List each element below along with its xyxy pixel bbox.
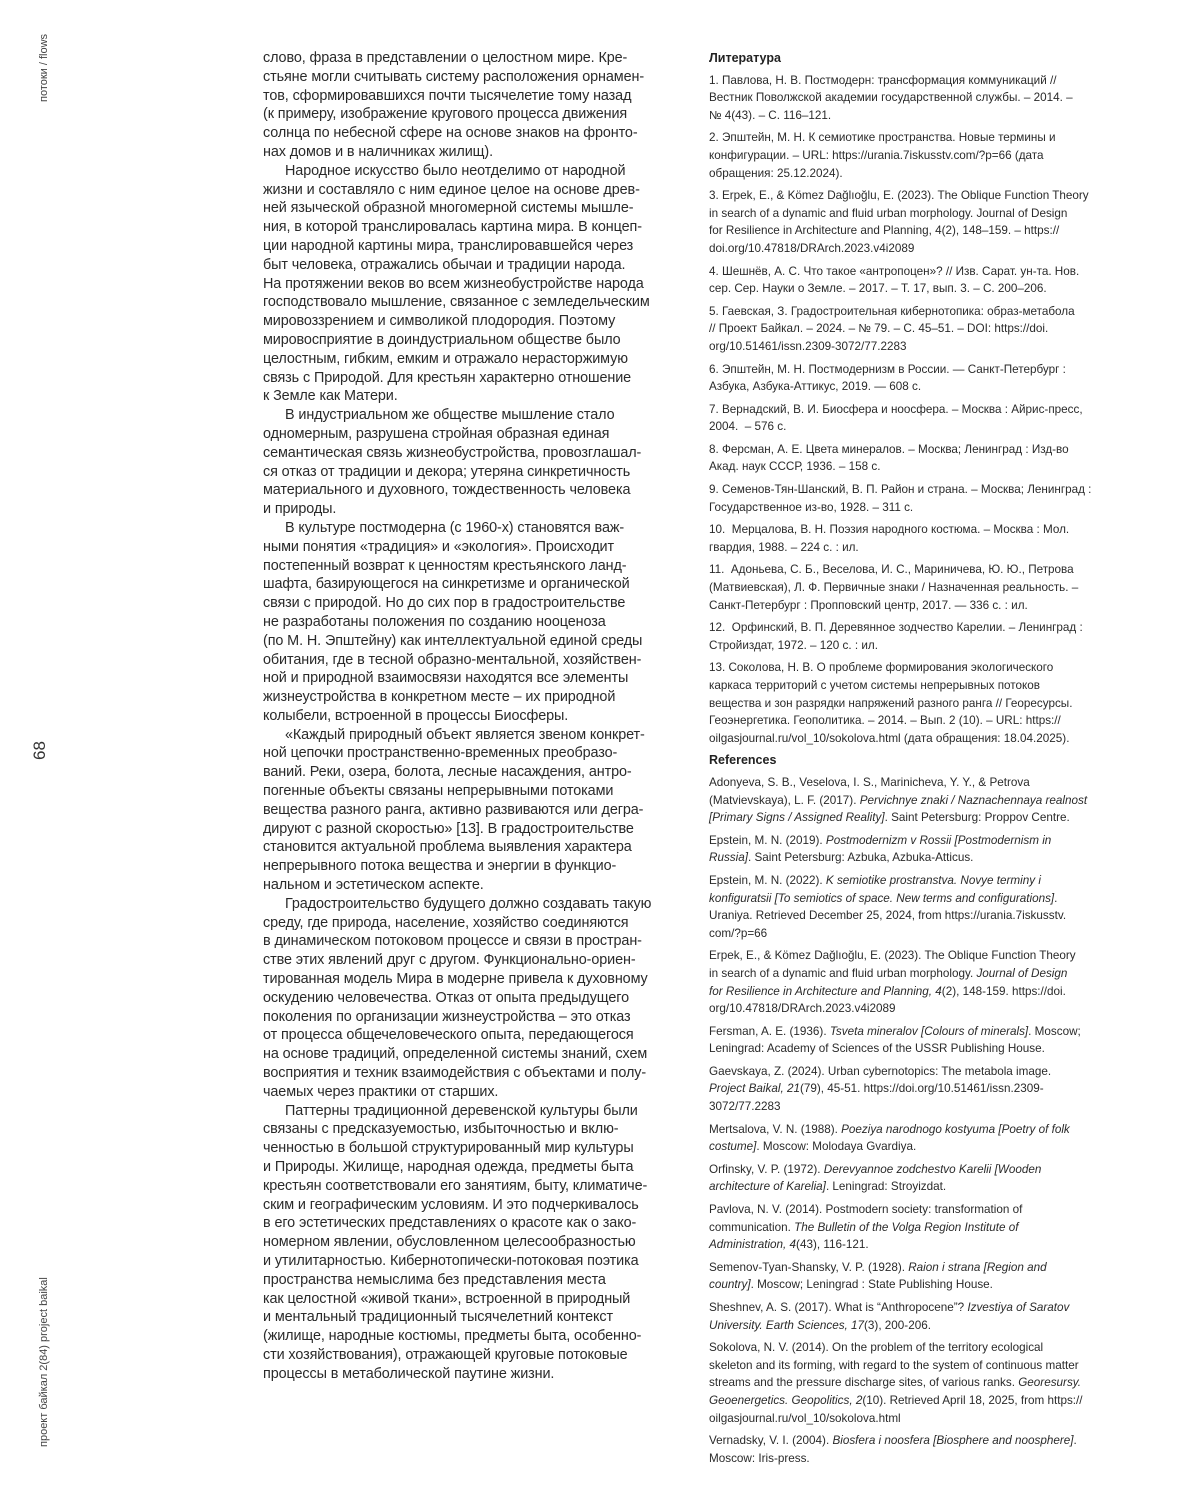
literature-item: 1. Павлова, Н. В. Постмодерн: трансформация коммуникаций // Вестник Поволжской академии государственной службы. – 2014. – № 4(43). – С. 116–121. <box>709 72 1134 125</box>
reference-text: . Moscow: Molodaya Gvardiya. <box>756 1140 916 1153</box>
reference-text: Orfinsky, V. P. (1972). <box>709 1163 824 1176</box>
literature-item: 7. Вернадский, В. И. Биосфера и ноосфера. – Москва : Айрис-пресс, 2004. – 576 с. <box>709 401 1134 436</box>
reference-italic-title: Postmodernizm v Rossii [Postmodernism in Russia] <box>709 834 1051 865</box>
literature-item: 8. Ферсман, А. Е. Цвета минералов. – Москва; Ленинград : Изд-во Акад. наук СССР, 1936. – 158 с. <box>709 441 1134 476</box>
reference-item <box>709 774 1134 827</box>
reference-item <box>709 1063 1134 1116</box>
literature-item: 5. Гаевская, З. Градостроительная кибернотопика: образ-метабола // Проект Байкал. – 2024. – № 79. – С. 45–51. – DOI: https://doi. org/10.51461/issn.2309-3072/77.2283 <box>709 303 1134 356</box>
reference-item <box>709 1299 1134 1334</box>
reference-text: Epstein, M. N. (2019). <box>709 834 826 847</box>
reference-italic-title: The Bulletin of the Volga Region Institute of Administration, 4 <box>709 1221 1018 1252</box>
reference-text: Sokolova, N. V. (2014). On the problem of the territory ecological skeleton and its forming, with regard to the system of continuous matter streams and the pressure discharge sites, of various ranks. <box>709 1341 1079 1389</box>
reference-item <box>709 832 1134 867</box>
reference-item <box>709 1201 1134 1254</box>
references-list <box>709 774 1134 1467</box>
reference-text: . Saint Petersburg: Azbuka, Azbuka-Atticus. <box>748 851 973 864</box>
reference-text: (79), 45-51. https://doi.org/10.51461/issn.2309- 3072/77.2283 <box>709 1082 1044 1113</box>
reference-text: (43), 116-121. <box>796 1238 869 1251</box>
body-paragraph: Градостроительство будущего должно создавать такую среду, где природа, население, хозяйство соединяются в динамическом потоковом процессе и связи в простран- стве этих явлений друг с другом. Функционально-ориен- тированная модель Мира в модерне привела к духовному оскудению человечества. Отказ от опыта предыдущего поколения по организации жизнеустройства – это отказ от процесса общечеловеческого опыта, передающегося на основе традиций, определенной системы знаний, схем восприятия и техник взаимодействия с объектами и полу- чаемых через практики от старших. <box>263 895 688 1102</box>
reference-text: (3), 200-206. <box>864 1319 931 1332</box>
reference-text: Mertsalova, V. N. (1988). <box>709 1123 841 1136</box>
reference-text: . Leningrad: Stroyizdat. <box>826 1180 946 1193</box>
reference-italic-title: Izvestiya of Saratov University. Earth Sciences, 17 <box>709 1301 1069 1332</box>
literature-item: 4. Шешнёв, А. С. Что такое «антропоцен»? // Изв. Сарат. ун-та. Нов. сер. Сер. Науки о Земле. – 2017. – Т. 17, вып. 3. – С. 200–206. <box>709 263 1134 298</box>
reference-text: . Moscow; Leningrad: Academy of Sciences of the USSR Publishing House. <box>709 1025 1081 1056</box>
reference-item <box>709 872 1134 942</box>
reference-text: Pavlova, N. V. (2014). Postmodern society: transformation of communication. <box>709 1203 1022 1234</box>
reference-item <box>709 1339 1134 1427</box>
reference-text: Erpek, E., & Kömez Dağlıoğlu, E. (2023). The Oblique Function Theory in search of a dynamic and fluid urban morphology. <box>709 949 1076 980</box>
literature-item: 3. Erpek, E., & Kömez Dağlıoğlu, E. (2023). The Oblique Function Theory in search of a dynamic and fluid urban morphology. Journal of Design for Resilience in Architecture and Planning, 4(2), 148–159. – https:// doi.org/10.47818/DRArch.2023.v4i2089 <box>709 187 1134 257</box>
reference-text: . Moscow; Leningrad : State Publishing House. <box>751 1278 993 1291</box>
reference-text: Sheshnev, A. S. (2017). What is “Anthropocene”? <box>709 1301 967 1314</box>
reference-item <box>709 1432 1134 1467</box>
bibliography-column <box>709 50 1134 1472</box>
reference-text: (10). Retrieved April 18, 2025, from https:// oilgasjournal.ru/vol_10/sokolova.html <box>709 1394 1083 1425</box>
reference-italic-title: Poeziya narodnogo kostyuma [Poetry of folk costume] <box>709 1123 1070 1154</box>
reference-italic-title: Georesursy. Geoenergetics. Geopolitics, 2 <box>709 1376 1081 1407</box>
reference-item <box>709 1161 1134 1196</box>
reference-text: . Moscow: Iris-press. <box>709 1434 1077 1465</box>
reference-text: Epstein, M. N. (2022). <box>709 874 826 887</box>
body-paragraph: слово, фраза в представлении о целостном мире. Кре- стьяне могли считывать систему расположения орнамен- тов, сформировавшихся почти тысячелетие тому назад (к примеру, изображение кругового процесса движения солнца по небесной сфере на основе знаков на фронто- нах домов и в наличниках жилищ). <box>263 49 688 162</box>
reference-italic-title: Raion i strana [Region and country] <box>709 1261 1047 1292</box>
literature-heading: Литература <box>709 50 1134 68</box>
body-paragraph: «Каждый природный объект является звеном конкрет- ной цепочки пространственно-временных преобразо- ваний. Реки, озера, болота, лесные насаждения, антро- погенные объекты связаны непрерывными потоками вещества разного ранга, активно развиваются или дегра- дируют с разной скоростью» [13]. В градостроительстве становится актуальной проблема выявления характера непрерывного потока вещества и энергии в функцио- нальном и эстетическом аспекте. <box>263 726 688 895</box>
journal-footer: проект байкал 2(84) project baikal <box>38 1277 50 1447</box>
reference-italic-title: Tsveta mineralov [Colours of minerals] <box>830 1025 1028 1038</box>
reference-italic-title: Biosfera i noosfera [Biosphere and noosphere] <box>832 1434 1073 1447</box>
body-paragraph: Народное искусство было неотделимо от народной жизни и составляло с ним единое целое на основе древ- ней языческой образной многомерной системы мышле- ния, в которой транслировалась картина мира. В концеп- ции народной картины мира, транслировавшейся через быт человека, отражались обычаи и традиции народа. На протяжении веков во всем жизнеобустройстве народа господствовало мышление, связанное с земледельческим мировоззрением и символикой плодородия. Поэтому мировосприятие в доиндустриальном обществе было целостным, гибким, емким и отражало нерасторжимую связь с Природой. Для крестьян характерно отношение к Земле как Матери. <box>263 162 688 406</box>
literature-item: 6. Эпштейн, М. Н. Постмодернизм в России. — Санкт-Петербург : Азбука, Азбука-Аттикус, 2019. — 608 с. <box>709 361 1134 396</box>
reference-item <box>709 947 1134 1017</box>
literature-item: 10. Мерцалова, В. Н. Поэзия народного костюма. – Москва : Мол. гвардия, 1988. – 224 с. : ил. <box>709 521 1134 556</box>
reference-text: Vernadsky, V. I. (2004). <box>709 1434 832 1447</box>
running-head: потоки / flows <box>38 34 50 102</box>
reference-italic-title: Derevyannoe zodchestvo Karelii [Wooden architecture of Karelia] <box>709 1163 1041 1194</box>
reference-italic-title: Project Baikal, 21 <box>709 1082 800 1095</box>
reference-text: Fersman, A. E. (1936). <box>709 1025 830 1038</box>
literature-item: 12. Орфинский, В. П. Деревянное зодчество Карелии. – Ленинград : Стройиздат, 1972. – 120 с. : ил. <box>709 619 1134 654</box>
literature-item: 11. Адоньева, С. Б., Веселова, И. С., Мариничева, Ю. Ю., Петрова (Матвиевская), Л. Ф. Первичные знаки / Назначенная реальность. – Санкт-Петербург : Пропповский центр, 2017. — 336 с. : ил. <box>709 561 1134 614</box>
reference-text: . Uraniya. Retrieved December 25, 2024, from https://urania.7iskusstv. com/?p=66 <box>709 892 1066 940</box>
reference-item <box>709 1121 1134 1156</box>
literature-item: 9. Семенов-Тян-Шанский, В. П. Район и страна. – Москва; Ленинград : Государственное из-во, 1928. – 311 с. <box>709 481 1134 516</box>
reference-italic-title: Pervichnye znaki / Naznachennaya realnost [Primary Signs / Assigned Reality] <box>709 794 1087 825</box>
reference-text: (2), 148-159. https://doi. org/10.47818/DRArch.2023.v4i2089 <box>709 985 1066 1016</box>
reference-italic-title: K semiotike prostranstva. Novye terminy i konfiguratsii [To semiotics of space. New terms and configurations] <box>709 874 1054 905</box>
reference-item <box>709 1259 1134 1294</box>
body-paragraph: Паттерны традиционной деревенской культуры были связаны с предсказуемостью, избыточностью и вклю- ченностью в большой структурированный мир культуры и Природы. Жилище, народная одежда, предметы быта крестьян соответствовали его занятиям, быту, климатиче- ским и географическим условиям. И это подчеркивалось в его эстетических представлениях о красоте как о зако- номерном явлении, обусловленном целесообразностью и утилитарностью. Кибернотопически-потоковая поэтика пространства немыслима без представления места как целостной «живой ткани», встроенной в природный и ментальный традиционный тысячелетний контекст (жилище, народные костюмы, предметы быта, особенно- сти хозяйствования), отражающей круговые потоковые процессы в метаболической паутине жизни. <box>263 1102 688 1384</box>
reference-italic-title: Journal of Design for Resilience in Architecture and Planning, 4 <box>709 967 1067 998</box>
article-body-column <box>263 49 688 1384</box>
references-heading: References <box>709 752 1134 770</box>
reference-text: Adonyeva, S. B., Veselova, I. S., Marinicheva, Y. Y., & Petrova (Matvievskaya), L. F. (2017). <box>709 776 1030 807</box>
literature-item: 2. Эпштейн, М. Н. К семиотике пространства. Новые термины и конфигурации. – URL: https://urania.7iskusstv.com/?p=66 (дата обращения: 25.12.2024). <box>709 129 1134 182</box>
literature-list <box>709 72 1134 748</box>
page-number: 68 <box>30 741 50 760</box>
reference-text: Semenov-Tyan-Shansky, V. P. (1928). <box>709 1261 908 1274</box>
body-paragraph: В культуре постмодерна (с 1960-х) становятся важ- ными понятия «традиция» и «экология». Происходит постепенный возврат к ценностям крестьянского ланд- шафта, базирующегося на синкретизме и органической связи с природой. Но до сих пор в градостроительстве не разработаны положения по созданию нооценоза (по М. Н. Эпштейну) как интеллектуальной единой среды обитания, где в тесной образно-ментальной, хозяйствен- ной и природной взаимосвязи находятся все элементы жизнеустройства в конкретном месте – их природной колыбели, встроенной в процессы Биосферы. <box>263 519 688 726</box>
reference-text: . Saint Petersburg: Proppov Centre. <box>885 811 1070 824</box>
reference-text: Gaevskaya, Z. (2024). Urban cybernotopics: The metabola image. <box>709 1065 1051 1078</box>
body-paragraph: В индустриальном же обществе мышление стало одномерным, разрушена стройная образная единая семантическая связь жизнеобустройства, провозглашал- ся отказ от традиции и декора; утеряна синкретичность материального и духовного, тождественность человека и природы. <box>263 406 688 519</box>
reference-item <box>709 1023 1134 1058</box>
literature-item: 13. Соколова, Н. В. О проблеме формирования экологического каркаса территорий с учетом системы непрерывных потоков вещества и зон разрядки напряжений разного ранга // Георесурсы. Геоэнергетика. Геополитика. – 2014. – Вып. 2 (10). – URL: https:// oilgasjournal.ru/vol_10/sokolova.html (дата обращения: 18.04.2025). <box>709 659 1134 747</box>
